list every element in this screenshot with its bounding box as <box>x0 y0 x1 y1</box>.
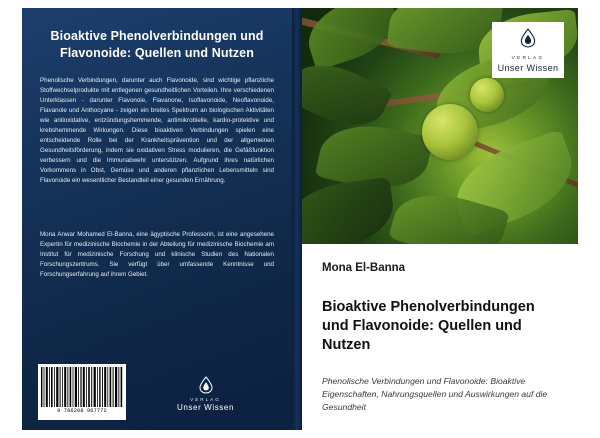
water-drop-icon <box>519 28 537 48</box>
barcode <box>38 364 126 420</box>
fruit-shape <box>470 78 504 112</box>
publisher-label-back: VERLAG <box>190 397 221 402</box>
back-cover-title: Bioaktive Phenolverbindungen und Flavonoide: Quellen und Nutzen <box>50 29 264 60</box>
author-biography: Mona Anwar Mohamed El-Banna, eine ägyptische Professorin, ist eine angesehene Expertin für medizinische Biochemie in der Abteilung für medizinische Biochemie am Institut für medizinische Forschung und klinische Studien des Nationalen Forschungszentrums. Sie verfügt über umfassende Kenntnisse und Forschungserfahrung auf ihrem Gebiet. <box>40 231 274 279</box>
front-cover-text-block <box>302 244 578 430</box>
publisher-name-back: Unser Wissen <box>177 403 234 412</box>
water-drop-icon <box>198 376 214 394</box>
barcode-number: 9 786208 967772 <box>57 408 107 414</box>
cover-photo-plant <box>302 8 578 244</box>
book-spine <box>292 8 302 430</box>
front-cover-panel <box>302 8 578 430</box>
publisher-logo-front <box>492 22 564 78</box>
book-title: Bioaktive Phenolverbindungen und Flavonoide: Quellen und Nutzen <box>322 299 535 354</box>
publisher-logo-back <box>177 376 234 412</box>
back-cover-abstract: Phenolische Verbindungen, darunter auch Flavonoide, sind wichtige pflanzliche Stoffwechselprodukte mit entlegenen gesundheitlichen Vorteilen. Ihre verschiedenen Unterklassen - darunter Flavonole, Flavanone, Isoflavonoide, Neoflavonoide, Flavanole und Anthocyane - zeigen ein breites Spektrum an biologischen Aktivitäten wie antioxidative, entzündungshemmende, antimikrobielle, kardio-protektive und krebshemmende Wirkungen. Diese bioaktiven Verbindungen spielen eine entscheidende Rolle bei der Krankheitsprävention und der allgemeinen Gesundheitsförderung, indem sie oxidativen Stress modulieren, die Gefäßfunktion verbessern und die Immunabwehr unterstützen. Aufgrund ihres natürlichen Vorkommens in Obst, Gemüse und anderen pflanzlichen Lebensmitteln sind Flavonoide ein wesentlicher Bestandteil einer gesunden Ernährung. <box>40 76 274 185</box>
back-cover-panel <box>22 8 292 430</box>
fruit-shape <box>422 104 478 160</box>
leaf-shape <box>302 177 398 244</box>
author-name: Mona El-Banna <box>322 262 406 274</box>
barcode-bars-icon <box>41 367 123 407</box>
publisher-name-front: Unser Wissen <box>497 63 559 73</box>
book-subtitle: Phenolische Verbindungen und Flavonoide: Bioaktive Eigenschaften, Nahrungsquellen und Auswirkungen auf die Gesundheit <box>322 376 548 412</box>
publisher-label-front: VERLAG <box>511 56 545 61</box>
